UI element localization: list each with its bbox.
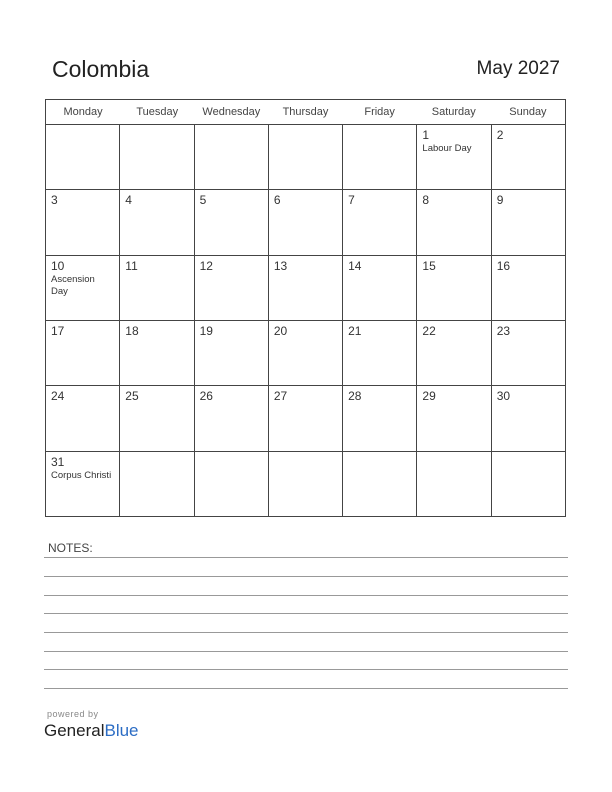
day-cell[interactable] — [120, 125, 194, 189]
day-cell[interactable] — [120, 190, 194, 254]
day-cell[interactable] — [343, 190, 417, 254]
note-line — [44, 651, 568, 652]
day-number: 2 — [496, 128, 504, 142]
notes-label: NOTES: — [48, 541, 93, 555]
day-cell[interactable] — [195, 256, 269, 320]
day-cell[interactable] — [195, 386, 269, 450]
day-cell[interactable] — [46, 256, 120, 320]
day-cell[interactable] — [492, 125, 565, 189]
note-line — [44, 688, 568, 689]
day-cell[interactable] — [120, 321, 194, 385]
page-title: Colombia — [52, 56, 150, 82]
weekday-header: Saturday — [431, 106, 476, 118]
day-cell[interactable] — [120, 256, 194, 320]
day-cell[interactable] — [120, 386, 194, 450]
day-cell[interactable] — [343, 386, 417, 450]
weekday-header: Tuesday — [136, 106, 179, 118]
day-number: 7 — [348, 193, 355, 208]
day-cell[interactable] — [417, 125, 491, 189]
day-cell[interactable] — [46, 125, 120, 189]
brand-blue: Blue — [104, 721, 139, 740]
note-line — [44, 595, 568, 596]
day-number: 21 — [348, 323, 362, 338]
week-row — [46, 190, 565, 255]
day-number: 15 — [422, 258, 436, 273]
day-cell[interactable] — [195, 452, 269, 516]
weekday-header: Monday — [63, 106, 103, 118]
week-row — [46, 452, 565, 516]
day-cell[interactable] — [492, 190, 565, 254]
day-number: 19 — [199, 323, 213, 338]
holiday-label: Ascension Day — [51, 273, 95, 297]
day-cell[interactable] — [269, 386, 343, 450]
note-line — [44, 632, 568, 633]
week-row — [46, 256, 565, 321]
day-cell[interactable] — [492, 256, 565, 320]
note-line — [44, 557, 568, 558]
day-number: 10 — [51, 258, 65, 273]
week-row — [46, 125, 565, 190]
day-cell[interactable] — [492, 386, 565, 450]
day-cell[interactable] — [195, 190, 269, 254]
day-number: 27 — [273, 389, 288, 404]
day-cell[interactable] — [417, 386, 491, 450]
day-number: 12 — [199, 258, 213, 273]
day-number: 9 — [496, 193, 504, 208]
day-cell[interactable] — [492, 452, 565, 516]
powered-by-text: powered by — [47, 709, 99, 719]
day-cell[interactable] — [343, 321, 417, 385]
day-cell[interactable] — [46, 321, 120, 385]
day-cell[interactable] — [46, 190, 120, 254]
day-cell[interactable] — [269, 125, 343, 189]
note-line — [44, 613, 568, 614]
day-cell[interactable] — [269, 190, 343, 254]
day-cell[interactable] — [269, 321, 343, 385]
day-cell[interactable] — [120, 452, 194, 516]
day-number: 22 — [422, 323, 436, 338]
note-line — [44, 576, 568, 577]
day-cell[interactable] — [492, 321, 565, 385]
day-number: 3 — [51, 193, 58, 208]
day-number: 14 — [348, 258, 362, 273]
day-number: 29 — [422, 389, 436, 404]
day-number: 8 — [422, 193, 430, 208]
day-number: 23 — [496, 323, 511, 338]
day-number: 13 — [273, 258, 288, 273]
holiday-label: Labour Day — [422, 143, 472, 154]
day-cell[interactable] — [46, 386, 120, 450]
weekday-header: Friday — [364, 106, 395, 118]
brand-logo[interactable] — [44, 721, 139, 741]
day-number: 5 — [199, 193, 207, 208]
weekday-header: Thursday — [282, 106, 329, 118]
day-cell[interactable] — [195, 321, 269, 385]
weekday-header: Wednesday — [202, 106, 261, 118]
day-number: 16 — [496, 258, 511, 273]
note-line — [44, 669, 568, 670]
day-cell[interactable] — [417, 321, 491, 385]
day-number: 20 — [273, 323, 288, 338]
brand-general: General — [44, 721, 105, 740]
day-cell[interactable] — [343, 256, 417, 320]
weekday-header: Sunday — [509, 106, 547, 118]
day-number: 28 — [348, 389, 362, 404]
day-cell[interactable] — [269, 256, 343, 320]
day-cell[interactable] — [269, 452, 343, 516]
month-label: May 2027 — [476, 58, 560, 79]
day-cell[interactable] — [46, 452, 120, 516]
day-number: 4 — [125, 193, 132, 208]
holiday-label: Corpus Christi — [51, 469, 112, 481]
day-number: 11 — [125, 258, 138, 273]
day-cell[interactable] — [343, 452, 417, 516]
week-row — [46, 321, 565, 386]
day-number: 31 — [51, 454, 65, 469]
day-cell[interactable] — [417, 452, 491, 516]
calendar-grid — [45, 99, 566, 517]
day-number: 30 — [496, 389, 511, 404]
day-cell[interactable] — [343, 125, 417, 189]
day-number: 18 — [125, 323, 139, 338]
day-cell[interactable] — [417, 256, 491, 320]
day-number: 26 — [199, 389, 213, 404]
weekday-header-row — [46, 100, 565, 125]
day-number: 6 — [273, 193, 281, 208]
day-number: 25 — [125, 389, 139, 404]
day-number: 24 — [51, 389, 65, 404]
day-cell[interactable] — [195, 125, 269, 189]
day-cell[interactable] — [417, 190, 491, 254]
day-number: 17 — [51, 323, 65, 338]
week-row — [46, 386, 565, 451]
day-number: 1 — [422, 128, 430, 142]
